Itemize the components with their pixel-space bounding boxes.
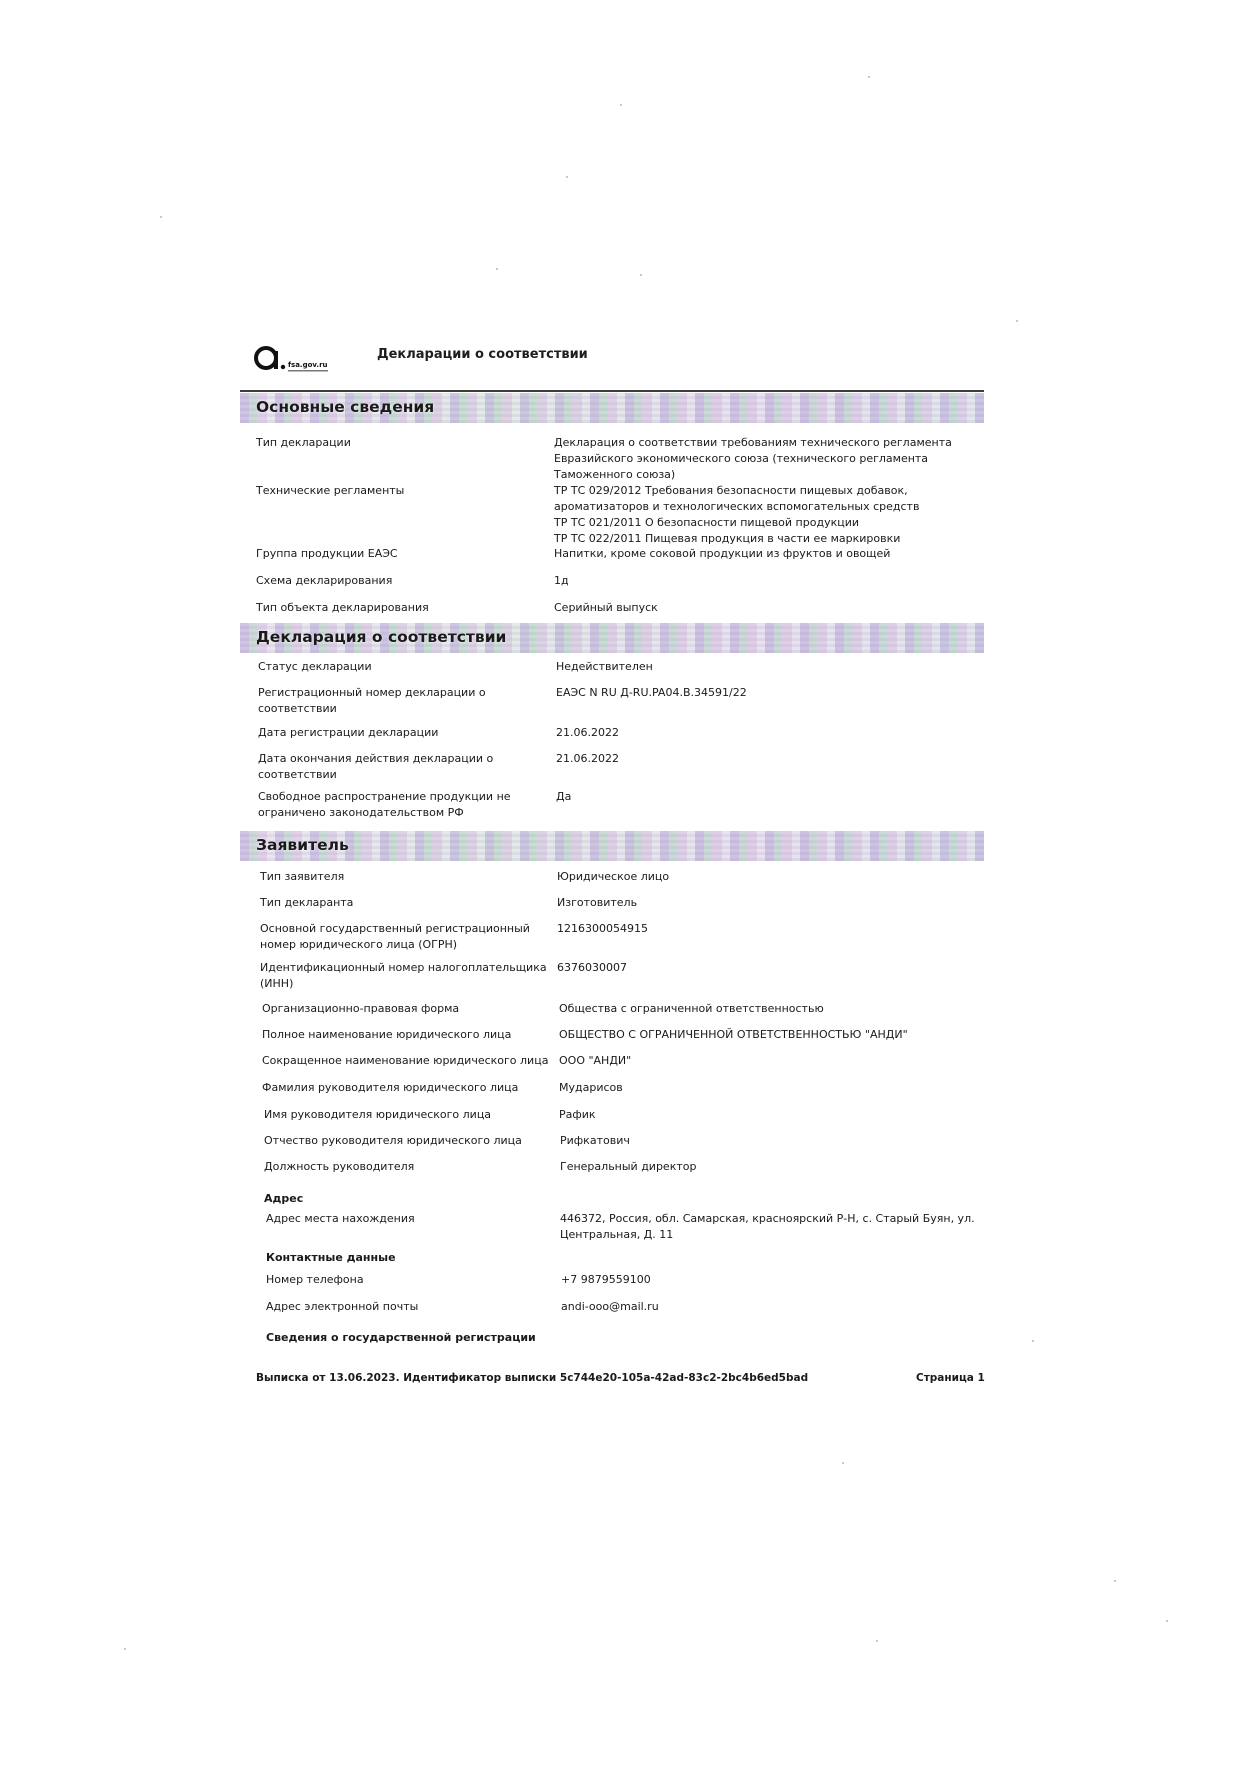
label-reg-date: Дата регистрации декларации (258, 726, 439, 739)
label-short-name: Сокращенное наименование юридического лица (262, 1054, 549, 1067)
value-phone: +7 9879559100 (561, 1273, 651, 1286)
label-inn: Идентификационный номер налогоплательщика (ИНН) (260, 961, 547, 990)
contacts-heading: Контактные данные (266, 1251, 396, 1264)
label-head-name: Имя руководителя юридического лица (264, 1108, 492, 1121)
value-inn: 6376030007 (557, 961, 627, 974)
label-ogrn: Основной государственный регистрационный номер юридического лица (ОГРН) (260, 922, 530, 951)
label-product-group: Группа продукции ЕАЭС (256, 547, 398, 560)
value-object-type: Серийный выпуск (554, 601, 658, 614)
value-head-surname: Мударисов (559, 1081, 623, 1094)
label-tech-regulations: Технические регламенты (256, 484, 405, 497)
value-declarant-type: Изготовитель (557, 896, 638, 909)
value-reg-number: ЕАЭС N RU Д-RU.PA04.B.34591/22 (556, 686, 747, 699)
logo-text: fsa.gov.ru (288, 361, 328, 369)
section-header-applicant (240, 831, 984, 861)
section-header-basic (240, 393, 984, 423)
label-email: Адрес электронной почты (266, 1300, 419, 1313)
header-divider (240, 390, 984, 392)
value-email: andi-ooo@mail.ru (561, 1300, 659, 1313)
section-title-applicant: Заявитель (256, 836, 349, 854)
label-head-position: Должность руководителя (264, 1160, 415, 1173)
value-ogrn: 1216300054915 (557, 922, 648, 935)
label-status: Статус декларации (258, 660, 372, 673)
label-address: Адрес места нахождения (266, 1212, 415, 1225)
fsa-logo (252, 341, 348, 377)
extract-info: Выписка от 13.06.2023. Идентификатор выписки 5c744e20-105a-42ad-83c2-2bc4b6ed5bad (256, 1372, 809, 1384)
value-address: 446372, Россия, обл. Самарская, красноярский Р-Н, с. Старый Буян, ул. Центральная, Д. 11 (560, 1212, 975, 1241)
value-free-circulation: Да (556, 790, 572, 803)
label-object-type: Тип объекта декларирования (256, 601, 429, 614)
page-number: Страница 1 (916, 1372, 985, 1384)
value-head-name: Рафик (559, 1108, 596, 1121)
value-head-position: Генеральный директор (560, 1160, 697, 1173)
label-applicant-type: Тип заявителя (260, 870, 345, 883)
label-head-surname: Фамилия руководителя юридического лица (262, 1081, 519, 1094)
section-title-declaration: Декларация о соответствии (256, 628, 507, 646)
value-legal-form: Общества с ограниченной ответственностью (559, 1002, 824, 1015)
section-title-basic: Основные сведения (256, 398, 435, 416)
document-header (252, 341, 982, 379)
label-full-name: Полное наименование юридического лица (262, 1028, 512, 1041)
value-tech-regulations: ТР ТС 029/2012 Требования безопасности пищевых добавок, ароматизаторов и технологических вспомогательных средств ТР ТС 021/2011 О безопасности пищевой продукции ТР ТС 022/2011 Пищевая продукция в части ее маркировки (554, 484, 920, 545)
label-reg-number: Регистрационный номер декларации о соответствии (258, 686, 486, 715)
section-header-declaration (240, 623, 984, 653)
state-reg-heading: Сведения о государственной регистрации (266, 1331, 536, 1344)
label-free-circulation: Свободное распространение продукции не ограничено законодательством РФ (258, 790, 511, 819)
address-heading: Адрес (264, 1192, 304, 1205)
label-declaration-type: Тип декларации (256, 436, 351, 449)
label-declarant-type: Тип декларанта (260, 896, 354, 909)
label-legal-form: Организационно-правовая форма (262, 1002, 460, 1015)
label-head-patronymic: Отчество руководителя юридического лица (264, 1134, 522, 1147)
label-scheme: Схема декларирования (256, 574, 393, 587)
label-phone: Номер телефона (266, 1273, 364, 1286)
value-product-group: Напитки, кроме соковой продукции из фруктов и овощей (554, 547, 891, 560)
value-reg-date: 21.06.2022 (556, 726, 619, 739)
value-short-name: ООО "АНДИ" (559, 1054, 632, 1067)
page-title: Декларации о соответствии (377, 347, 588, 362)
value-head-patronymic: Рифкатович (560, 1134, 630, 1147)
value-status: Недействителен (556, 660, 653, 673)
value-declaration-type: Декларация о соответствии требованиям технического регламента Евразийского экономического союза (технического регламента Таможенного союза) (554, 436, 952, 481)
value-full-name: ОБЩЕСТВО С ОГРАНИЧЕННОЙ ОТВЕТСТВЕННОСТЬЮ "АНДИ" (559, 1028, 908, 1041)
value-end-date: 21.06.2022 (556, 752, 619, 765)
label-end-date: Дата окончания действия декларации о соответствии (258, 752, 494, 781)
value-applicant-type: Юридическое лицо (557, 870, 670, 883)
value-scheme: 1д (554, 574, 569, 587)
